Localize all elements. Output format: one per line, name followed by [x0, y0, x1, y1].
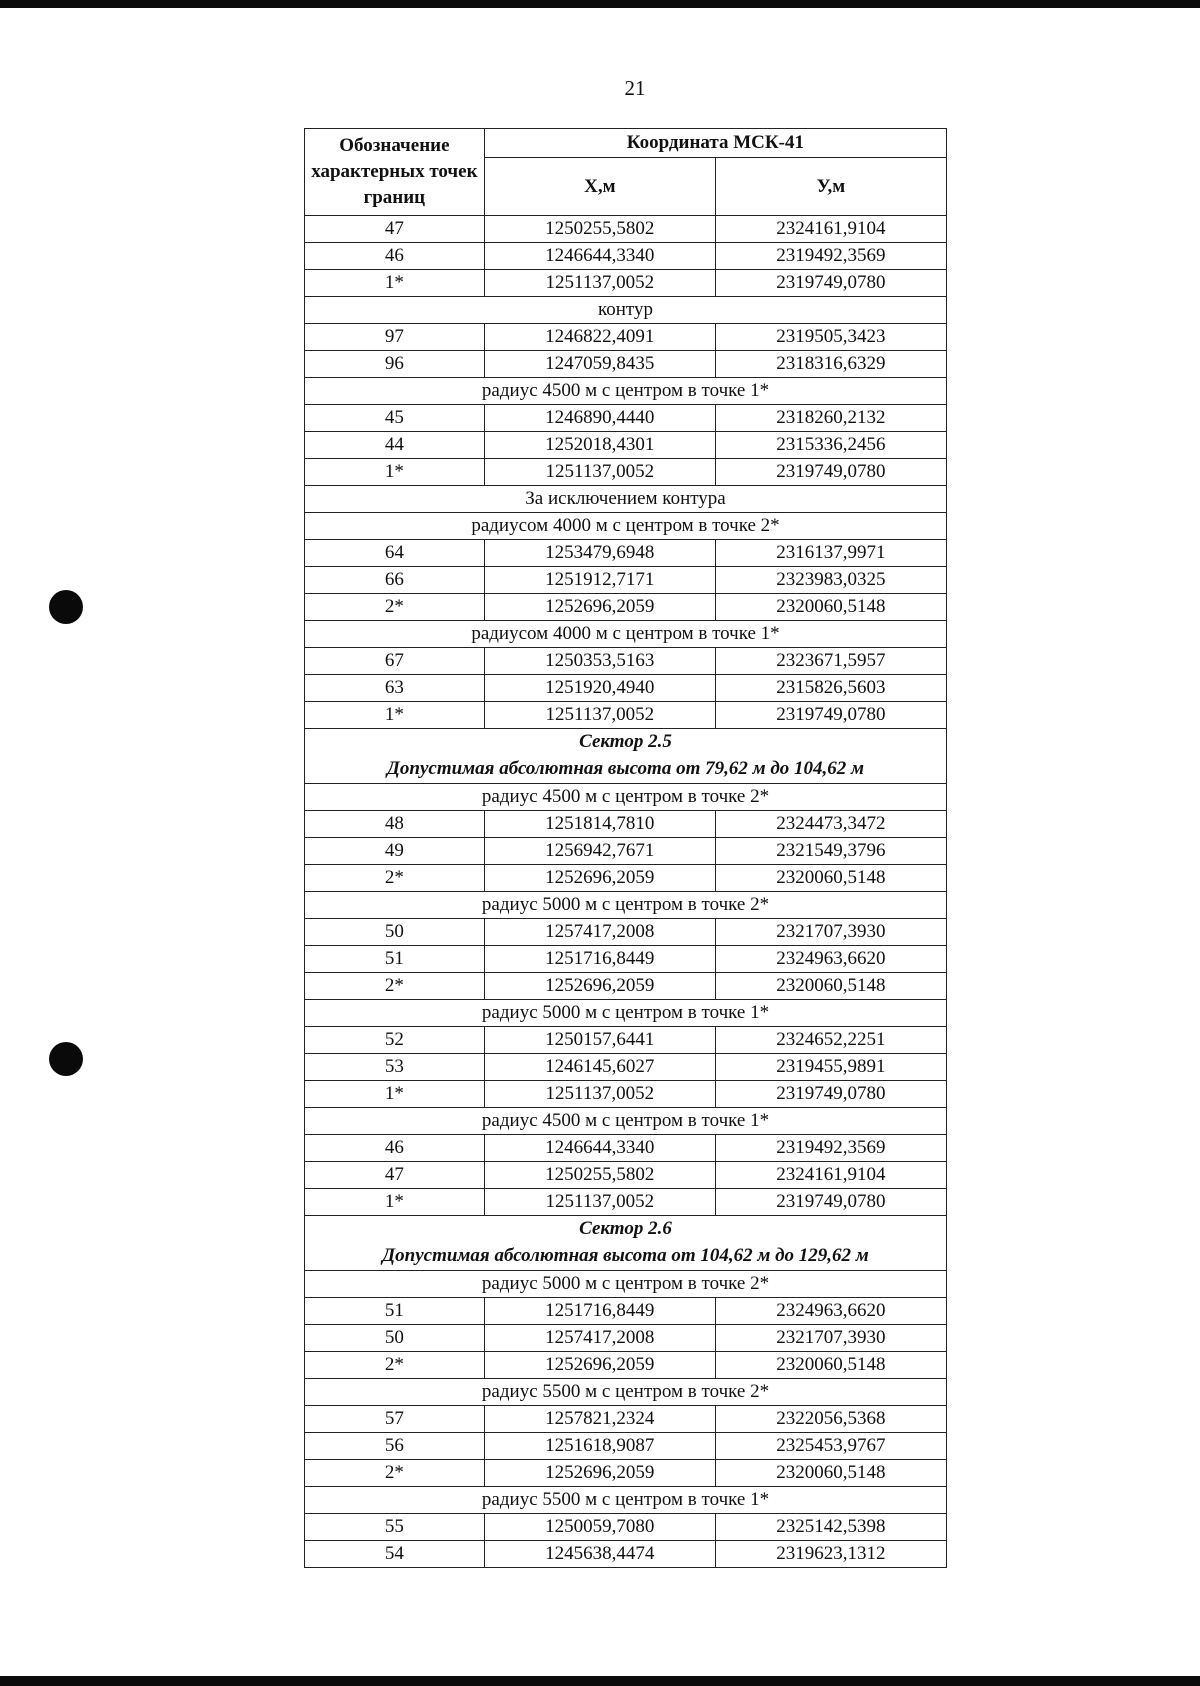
table-row [305, 1189, 947, 1216]
table-body [305, 216, 947, 1568]
x-coordinate-cell: 1251716,8449 [484, 946, 715, 973]
table-row [305, 351, 947, 378]
table-row [305, 1162, 947, 1189]
point-id-cell: 2* [305, 865, 485, 892]
table-row [305, 405, 947, 432]
x-coordinate-cell: 1250353,5163 [484, 648, 715, 675]
table-row [305, 648, 947, 675]
table-row [305, 838, 947, 865]
table-row [305, 1514, 947, 1541]
point-id-cell: 44 [305, 432, 485, 459]
point-id-cell: 55 [305, 1514, 485, 1541]
sector-title-row [305, 729, 947, 756]
y-coordinate-cell: 2315336,2456 [715, 432, 946, 459]
header-point-designation: Обозначение характерных точек границ [305, 129, 485, 216]
table-row [305, 594, 947, 621]
punch-hole [49, 590, 83, 624]
y-coordinate-cell: 2320060,5148 [715, 594, 946, 621]
x-coordinate-cell: 1252696,2059 [484, 1460, 715, 1487]
x-coordinate-cell: 1251137,0052 [484, 1189, 715, 1216]
x-coordinate-cell: 1246145,6027 [484, 1054, 715, 1081]
x-coordinate-cell: 1251137,0052 [484, 702, 715, 729]
point-id-cell: 2* [305, 1352, 485, 1379]
point-id-cell: 52 [305, 1027, 485, 1054]
table-row [305, 973, 947, 1000]
x-coordinate-cell: 1251814,7810 [484, 811, 715, 838]
table-row [305, 567, 947, 594]
table-row [305, 1298, 947, 1325]
contour-label: радиус 4500 м с центром в точке 2* [305, 784, 947, 811]
point-id-cell: 2* [305, 1460, 485, 1487]
page-number: 21 [624, 76, 646, 100]
y-coordinate-cell: 2321707,3930 [715, 1325, 946, 1352]
contour-label: радиус 5000 м с центром в точке 1* [305, 1000, 947, 1027]
y-coordinate-cell: 2315826,5603 [715, 675, 946, 702]
x-coordinate-cell: 1251920,4940 [484, 675, 715, 702]
x-coordinate-cell: 1252696,2059 [484, 973, 715, 1000]
point-id-cell: 1* [305, 1189, 485, 1216]
coordinates-table [304, 128, 947, 1568]
header-x: Х,м [484, 158, 715, 216]
sector-title-row [305, 1216, 947, 1243]
point-id-cell: 49 [305, 838, 485, 865]
contour-label: радиус 4500 м с центром в точке 1* [305, 1108, 947, 1135]
table-row [305, 540, 947, 567]
point-id-cell: 1* [305, 702, 485, 729]
y-coordinate-cell: 2316137,9971 [715, 540, 946, 567]
point-id-cell: 64 [305, 540, 485, 567]
table-row [305, 270, 947, 297]
contour-label-row [305, 1379, 947, 1406]
sector-altitude-row [305, 1242, 947, 1271]
y-coordinate-cell: 2320060,5148 [715, 1352, 946, 1379]
contour-label: радиус 5000 м с центром в точке 2* [305, 892, 947, 919]
contour-label-row [305, 784, 947, 811]
table-row [305, 432, 947, 459]
table-row [305, 1352, 947, 1379]
y-coordinate-cell: 2319492,3569 [715, 243, 946, 270]
point-id-cell: 47 [305, 216, 485, 243]
y-coordinate-cell: 2324963,6620 [715, 1298, 946, 1325]
y-coordinate-cell: 2324473,3472 [715, 811, 946, 838]
point-id-cell: 47 [305, 1162, 485, 1189]
contour-label-row [305, 621, 947, 648]
x-coordinate-cell: 1257417,2008 [484, 919, 715, 946]
table-row [305, 1027, 947, 1054]
y-coordinate-cell: 2319455,9891 [715, 1054, 946, 1081]
y-coordinate-cell: 2321549,3796 [715, 838, 946, 865]
y-coordinate-cell: 2320060,5148 [715, 1460, 946, 1487]
x-coordinate-cell: 1252696,2059 [484, 1352, 715, 1379]
y-coordinate-cell: 2319749,0780 [715, 702, 946, 729]
table-row [305, 459, 947, 486]
y-coordinate-cell: 2320060,5148 [715, 973, 946, 1000]
table-row [305, 243, 947, 270]
x-coordinate-cell: 1257417,2008 [484, 1325, 715, 1352]
contour-label-row [305, 297, 947, 324]
x-coordinate-cell: 1253479,6948 [484, 540, 715, 567]
y-coordinate-cell: 2324652,2251 [715, 1027, 946, 1054]
y-coordinate-cell: 2319749,0780 [715, 270, 946, 297]
y-coordinate-cell: 2322056,5368 [715, 1406, 946, 1433]
point-id-cell: 45 [305, 405, 485, 432]
x-coordinate-cell: 1251137,0052 [484, 1081, 715, 1108]
table-row [305, 1135, 947, 1162]
point-id-cell: 57 [305, 1406, 485, 1433]
table-header [305, 129, 947, 216]
table-row [305, 1406, 947, 1433]
sector-title: Сектор 2.5 [305, 729, 947, 756]
table-row [305, 1541, 947, 1568]
sector-altitude-row [305, 755, 947, 784]
y-coordinate-cell: 2323983,0325 [715, 567, 946, 594]
x-coordinate-cell: 1250059,7080 [484, 1514, 715, 1541]
point-id-cell: 97 [305, 324, 485, 351]
table-row [305, 811, 947, 838]
contour-label-row [305, 378, 947, 405]
y-coordinate-cell: 2319749,0780 [715, 1081, 946, 1108]
y-coordinate-cell: 2319623,1312 [715, 1541, 946, 1568]
point-id-cell: 53 [305, 1054, 485, 1081]
contour-label-row [305, 513, 947, 540]
point-id-cell: 50 [305, 1325, 485, 1352]
point-id-cell: 1* [305, 1081, 485, 1108]
y-coordinate-cell: 2318260,2132 [715, 405, 946, 432]
contour-label: радиус 4500 м с центром в точке 1* [305, 378, 947, 405]
table-row [305, 1054, 947, 1081]
table-row [305, 702, 947, 729]
y-coordinate-cell: 2319505,3423 [715, 324, 946, 351]
point-id-cell: 1* [305, 459, 485, 486]
table-row [305, 324, 947, 351]
x-coordinate-cell: 1251912,7171 [484, 567, 715, 594]
y-coordinate-cell: 2319492,3569 [715, 1135, 946, 1162]
y-coordinate-cell: 2324161,9104 [715, 216, 946, 243]
contour-label-row [305, 1487, 947, 1514]
x-coordinate-cell: 1252696,2059 [484, 594, 715, 621]
x-coordinate-cell: 1252018,4301 [484, 432, 715, 459]
table-row [305, 1460, 947, 1487]
point-id-cell: 54 [305, 1541, 485, 1568]
contour-label-row [305, 1108, 947, 1135]
contour-label-row [305, 1271, 947, 1298]
x-coordinate-cell: 1246890,4440 [484, 405, 715, 432]
sector-title: Сектор 2.6 [305, 1216, 947, 1243]
table-row [305, 919, 947, 946]
punch-hole [49, 1042, 83, 1076]
point-id-cell: 2* [305, 973, 485, 1000]
scan-top-border [0, 0, 1200, 8]
point-id-cell: 50 [305, 919, 485, 946]
y-coordinate-cell: 2319749,0780 [715, 1189, 946, 1216]
point-id-cell: 46 [305, 1135, 485, 1162]
point-id-cell: 2* [305, 594, 485, 621]
contour-label: радиусом 4000 м с центром в точке 2* [305, 513, 947, 540]
table-row [305, 216, 947, 243]
y-coordinate-cell: 2325453,9767 [715, 1433, 946, 1460]
point-id-cell: 1* [305, 270, 485, 297]
point-id-cell: 96 [305, 351, 485, 378]
table-row [305, 1081, 947, 1108]
scan-bottom-border [0, 1676, 1200, 1686]
x-coordinate-cell: 1252696,2059 [484, 865, 715, 892]
x-coordinate-cell: 1246822,4091 [484, 324, 715, 351]
point-id-cell: 51 [305, 1298, 485, 1325]
point-id-cell: 66 [305, 567, 485, 594]
y-coordinate-cell: 2323671,5957 [715, 648, 946, 675]
y-coordinate-cell: 2324963,6620 [715, 946, 946, 973]
coordinates-table-container [304, 128, 947, 1568]
point-id-cell: 56 [305, 1433, 485, 1460]
x-coordinate-cell: 1247059,8435 [484, 351, 715, 378]
x-coordinate-cell: 1257821,2324 [484, 1406, 715, 1433]
header-y: У,м [715, 158, 946, 216]
contour-label-row [305, 892, 947, 919]
y-coordinate-cell: 2318316,6329 [715, 351, 946, 378]
contour-label: радиус 5500 м с центром в точке 1* [305, 1487, 947, 1514]
x-coordinate-cell: 1251137,0052 [484, 459, 715, 486]
table-row [305, 675, 947, 702]
contour-label: контур [305, 297, 947, 324]
x-coordinate-cell: 1251618,9087 [484, 1433, 715, 1460]
x-coordinate-cell: 1250255,5802 [484, 1162, 715, 1189]
point-id-cell: 63 [305, 675, 485, 702]
contour-label: радиусом 4000 м с центром в точке 1* [305, 621, 947, 648]
x-coordinate-cell: 1251137,0052 [484, 270, 715, 297]
contour-label-row [305, 486, 947, 513]
y-coordinate-cell: 2320060,5148 [715, 865, 946, 892]
point-id-cell: 67 [305, 648, 485, 675]
contour-label: радиус 5500 м с центром в точке 2* [305, 1379, 947, 1406]
table-row [305, 1433, 947, 1460]
point-id-cell: 48 [305, 811, 485, 838]
point-id-cell: 51 [305, 946, 485, 973]
x-coordinate-cell: 1245638,4474 [484, 1541, 715, 1568]
x-coordinate-cell: 1246644,3340 [484, 1135, 715, 1162]
x-coordinate-cell: 1250157,6441 [484, 1027, 715, 1054]
contour-label-row [305, 1000, 947, 1027]
y-coordinate-cell: 2325142,5398 [715, 1514, 946, 1541]
sector-altitude-range: Допустимая абсолютная высота от 104,62 м до 129,62 м [305, 1242, 947, 1271]
x-coordinate-cell: 1256942,7671 [484, 838, 715, 865]
point-id-cell: 46 [305, 243, 485, 270]
x-coordinate-cell: 1246644,3340 [484, 243, 715, 270]
x-coordinate-cell: 1250255,5802 [484, 216, 715, 243]
contour-label: радиус 5000 м с центром в точке 2* [305, 1271, 947, 1298]
header-coordinate-system: Координата МСК-41 [484, 129, 946, 158]
y-coordinate-cell: 2324161,9104 [715, 1162, 946, 1189]
y-coordinate-cell: 2321707,3930 [715, 919, 946, 946]
sector-altitude-range: Допустимая абсолютная высота от 79,62 м до 104,62 м [305, 755, 947, 784]
y-coordinate-cell: 2319749,0780 [715, 459, 946, 486]
contour-label: За исключением контура [305, 486, 947, 513]
x-coordinate-cell: 1251716,8449 [484, 1298, 715, 1325]
table-row [305, 865, 947, 892]
table-row [305, 1325, 947, 1352]
table-row [305, 946, 947, 973]
